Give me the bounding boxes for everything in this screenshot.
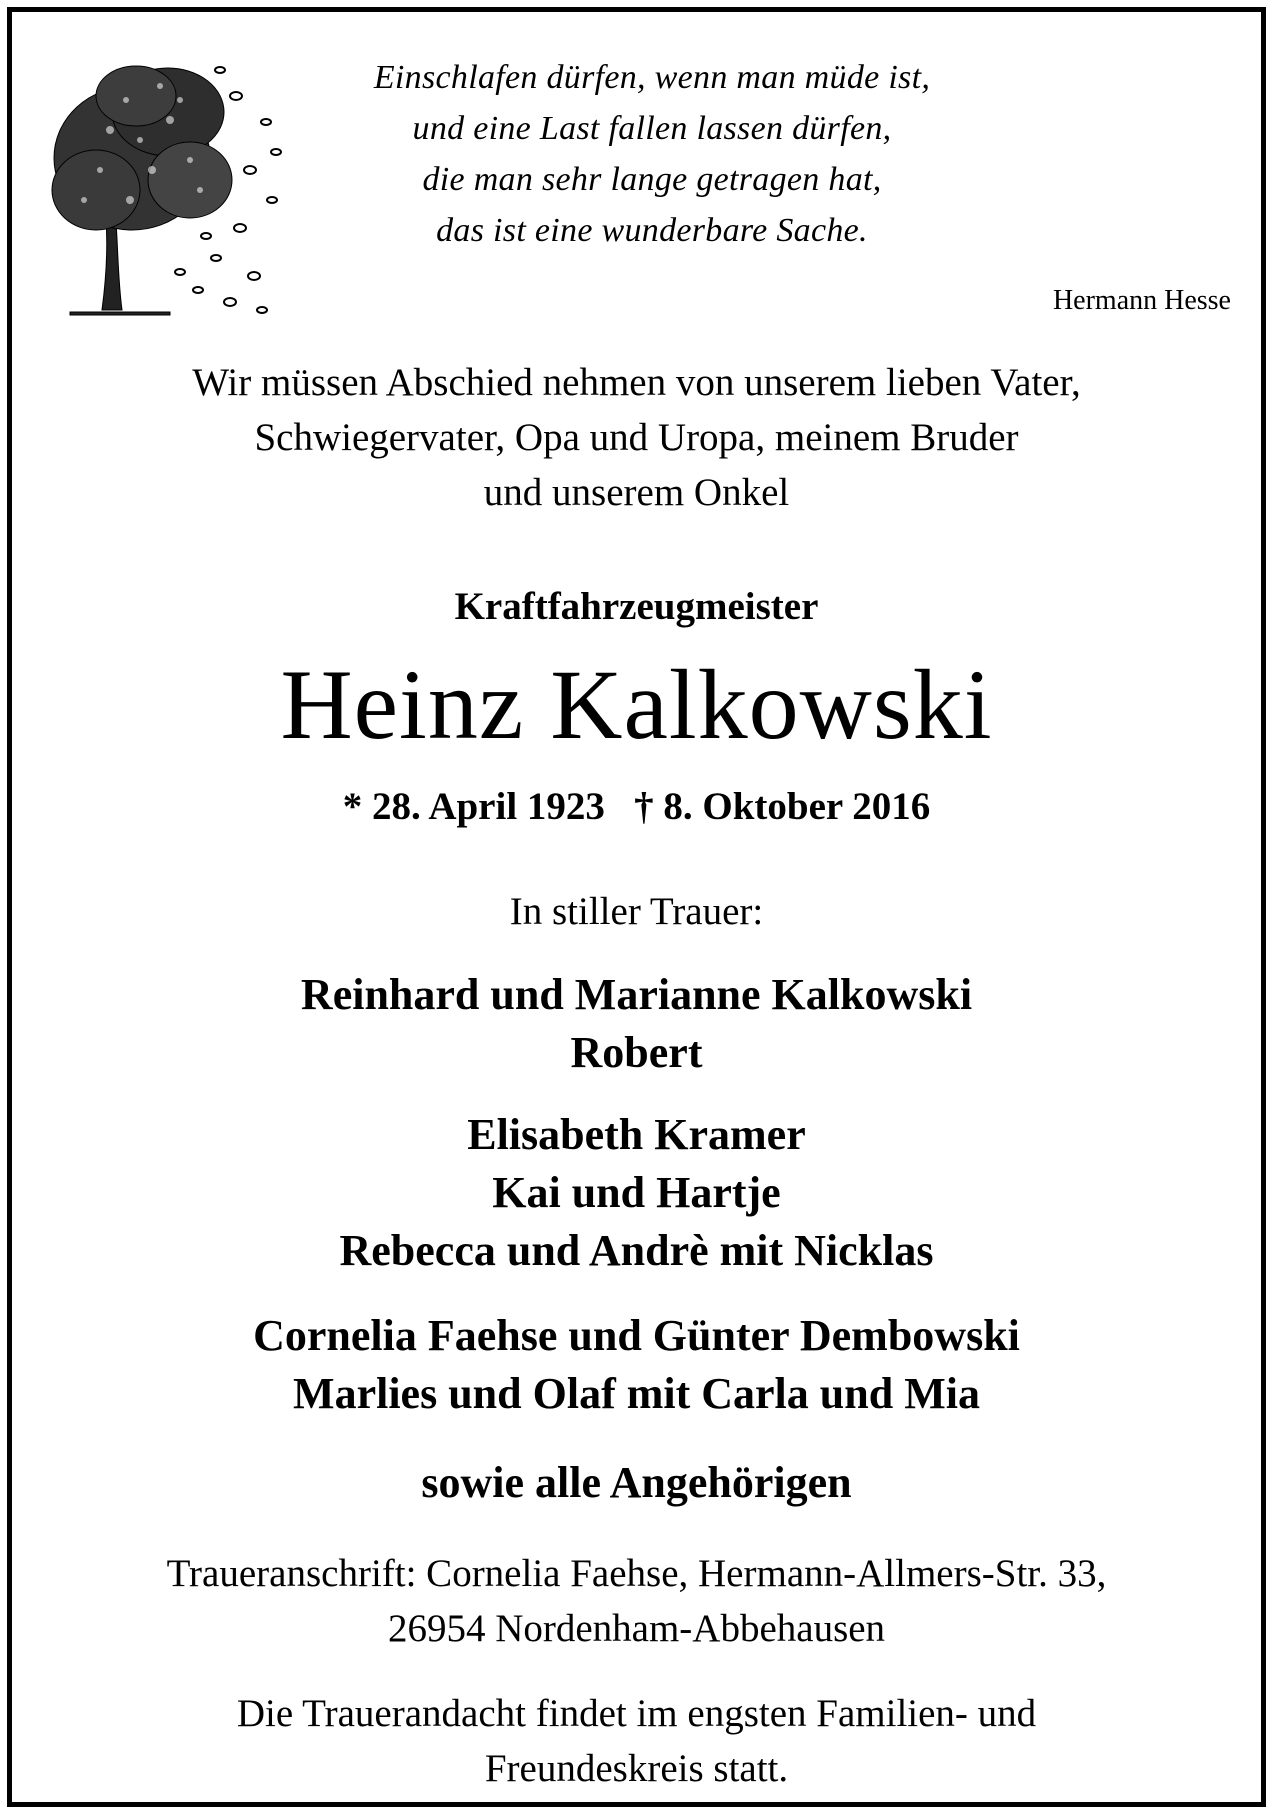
poem-author: Hermann Hesse: [1052, 285, 1231, 316]
deceased-title: [12, 582, 1261, 632]
deceased-name: Heinz Kalkowski: [280, 649, 993, 760]
mourners-group-1: [12, 966, 1261, 1082]
poem-line: die man sehr lange getragen hat,: [422, 161, 882, 198]
mourning-address: [12, 1546, 1261, 1656]
intro-line: und unserem Onkel: [483, 471, 790, 514]
tree-with-falling-leaves-icon: [40, 40, 288, 340]
address-line: 26954 Nordenham-Abbehausen: [387, 1607, 886, 1650]
obituary-notice: [7, 7, 1266, 1807]
mourners-group-2: [12, 1106, 1261, 1280]
mourners-closing: sowie alle Angehörigen: [421, 1458, 852, 1507]
mourner-line: Kai und Hartje: [492, 1168, 781, 1217]
life-dates-block: [12, 782, 1261, 832]
poem-quote: [312, 52, 992, 256]
mourning-heading: In stiller Trauer:: [509, 890, 764, 933]
ceremony-line: Freundeskreis statt.: [484, 1747, 789, 1790]
ceremony-line: Die Trauerandacht findet im engsten Familien- und: [236, 1692, 1037, 1735]
life-dates: * 28. April 1923 † 8. Oktober 2016: [342, 785, 931, 828]
intro-line: Wir müssen Abschied nehmen von unserem lieben Vater,: [192, 361, 1081, 404]
occupation-title: Kraftfahrzeugmeister: [454, 585, 819, 628]
mourner-line: Robert: [570, 1028, 703, 1077]
address-line: Traueranschrift: Cornelia Faehse, Hermann-Allmers-Str. 33,: [166, 1552, 1107, 1595]
poem-line: das ist eine wunderbare Sache.: [436, 212, 868, 249]
mourning-heading-block: [12, 884, 1261, 939]
poem-line: und eine Last fallen lassen dürfen,: [412, 110, 892, 147]
mourners-closing-block: [12, 1454, 1261, 1512]
intro-line: Schwiegervater, Opa und Uropa, meinem Bruder: [254, 416, 1019, 459]
intro-text: [12, 355, 1261, 520]
ceremony-note: [12, 1686, 1261, 1796]
mourner-line: Reinhard und Marianne Kalkowski: [300, 970, 973, 1019]
mourners-group-3: [12, 1307, 1261, 1423]
mourner-line: Marlies und Olaf mit Carla und Mia: [293, 1369, 980, 1418]
deceased-name-block: [12, 650, 1261, 760]
poem-line: Einschlafen dürfen, wenn man müde ist,: [373, 59, 931, 96]
mourner-line: Rebecca und Andrè mit Nicklas: [339, 1226, 934, 1275]
mourner-line: Cornelia Faehse und Günter Dembowski: [253, 1311, 1020, 1360]
mourner-line: Elisabeth Kramer: [467, 1110, 806, 1159]
